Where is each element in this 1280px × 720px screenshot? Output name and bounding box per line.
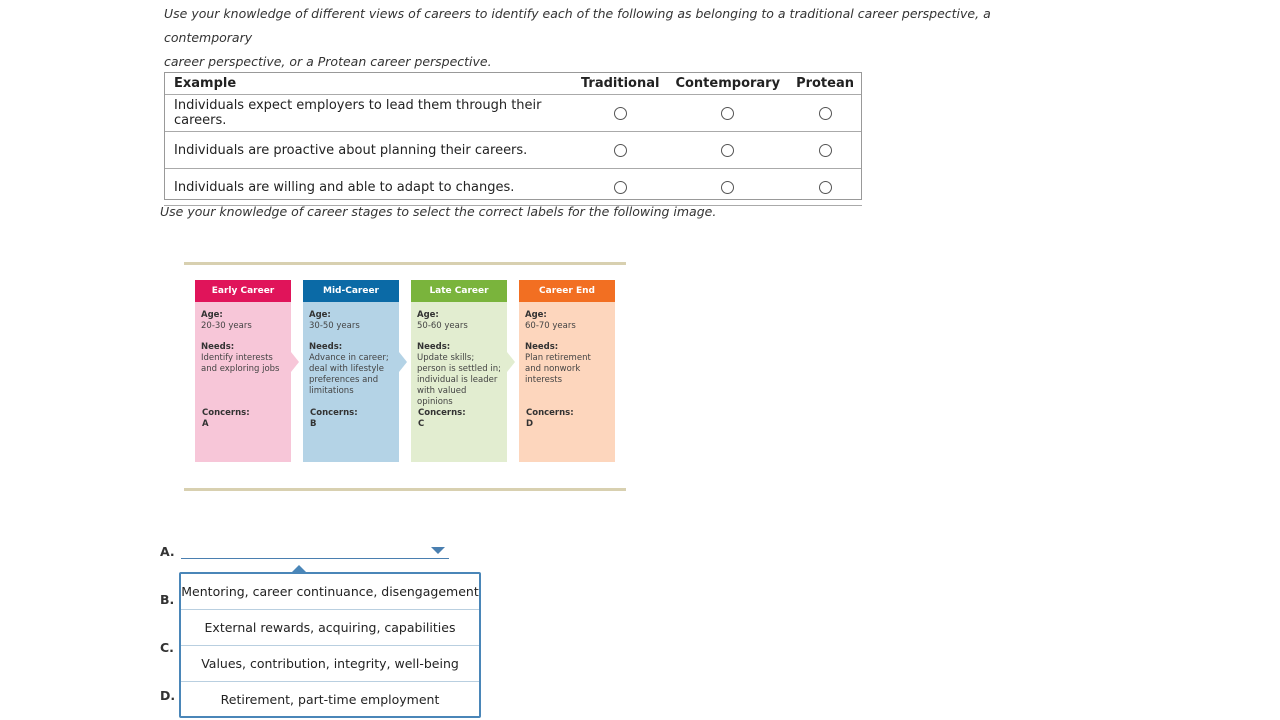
early-needs-label: Needs: — [201, 342, 235, 352]
mid-concerns-value: B — [310, 419, 317, 429]
stage-late-header: Late Career — [411, 280, 507, 302]
row-2-text: Individuals are proactive about planning their careers. — [164, 132, 573, 169]
radio-row1-traditional[interactable] — [614, 107, 627, 120]
chevron-down-icon[interactable] — [431, 547, 445, 554]
dropdown-option-3[interactable]: Values, contribution, integrity, well-being — [181, 646, 479, 682]
end-concerns-value: D — [526, 419, 534, 429]
stage-arrow — [507, 352, 515, 372]
radio-row1-protean[interactable] — [819, 107, 832, 120]
career-stages-figure — [184, 262, 626, 492]
radio-row3-protean[interactable] — [819, 181, 832, 194]
dropdown-option-2[interactable]: External rewards, acquiring, capabilities — [181, 610, 479, 646]
end-age-label: Age: — [525, 310, 547, 320]
end-needs-label: Needs: — [525, 342, 559, 352]
header-traditional: Traditional — [573, 73, 667, 95]
late-concerns-label: Concerns: — [418, 408, 466, 418]
early-concerns-label: Concerns: — [202, 408, 250, 418]
header-contemporary: Contemporary — [667, 73, 788, 95]
early-age-value: 20-30 years — [201, 321, 252, 331]
mid-age-label: Age: — [309, 310, 331, 320]
table-row — [164, 95, 862, 132]
answer-label-d: D. — [160, 688, 176, 703]
mid-needs-label: Needs: — [309, 342, 343, 352]
early-concerns-value: A — [202, 419, 209, 429]
radio-row1-contemporary[interactable] — [721, 107, 734, 120]
menu-pointer — [292, 565, 306, 572]
table-row — [164, 132, 862, 169]
end-concerns-label: Concerns: — [526, 408, 574, 418]
late-needs-value: Update skills; person is settled in; individual is leader with valued opinions — [417, 353, 501, 407]
answer-a-dropdown[interactable] — [181, 542, 449, 559]
stage-arrow — [399, 352, 407, 372]
stage-early-career — [195, 280, 291, 462]
stage-early-header: Early Career — [195, 280, 291, 302]
radio-row2-protean[interactable] — [819, 144, 832, 157]
mid-age-value: 30-50 years — [309, 321, 360, 331]
stage-late-career — [411, 280, 507, 462]
late-age-label: Age: — [417, 310, 439, 320]
stage-mid-header: Mid-Career — [303, 280, 399, 302]
row-1-text: Individuals expect employers to lead them through their careers. — [164, 95, 573, 132]
classification-table — [164, 72, 862, 206]
figure-bottom-rule — [184, 488, 626, 491]
radio-row2-contemporary[interactable] — [721, 144, 734, 157]
radio-row3-traditional[interactable] — [614, 181, 627, 194]
radio-row2-traditional[interactable] — [614, 144, 627, 157]
late-needs-label: Needs: — [417, 342, 451, 352]
early-age-label: Age: — [201, 310, 223, 320]
dropdown-menu — [179, 572, 481, 718]
answer-label-a: A. — [160, 544, 175, 559]
row-3-text: Individuals are willing and able to adapt to changes. — [164, 169, 573, 206]
intro-line-1: Use your knowledge of different views of careers to identify each of the following as belonging to a traditional career perspective, a contemporary — [164, 6, 991, 45]
answer-label-b: B. — [160, 592, 175, 607]
late-concerns-value: C — [418, 419, 425, 429]
answer-label-c: C. — [160, 640, 174, 655]
late-age-value: 50-60 years — [417, 321, 468, 331]
mid-needs-value: Advance in career; deal with lifestyle preferences and limitations — [309, 353, 389, 396]
table-row — [164, 169, 862, 206]
table-header-row — [164, 73, 862, 95]
header-example: Example — [164, 73, 573, 95]
dropdown-option-4[interactable]: Retirement, part-time employment — [220, 692, 440, 707]
intro-line-2: career perspective, or a Protean career perspective. — [164, 54, 492, 69]
figure-top-rule — [184, 262, 626, 265]
radio-row3-contemporary[interactable] — [721, 181, 734, 194]
end-age-value: 60-70 years — [525, 321, 576, 331]
stage-career-end — [519, 280, 615, 462]
end-needs-value: Plan retirement and nonwork interests — [525, 353, 591, 385]
mid-concerns-label: Concerns: — [310, 408, 358, 418]
early-needs-value: Identify interests and exploring jobs — [201, 353, 280, 374]
header-protean: Protean — [788, 73, 862, 95]
intro-text — [164, 2, 1064, 74]
stage-mid-career — [303, 280, 399, 462]
dropdown-option-1[interactable]: Mentoring, career continuance, disengagement — [181, 574, 479, 610]
question-2-text: Use your knowledge of career stages to select the correct labels for the following image. — [160, 204, 717, 219]
stage-arrow — [291, 352, 299, 372]
stage-end-header: Career End — [519, 280, 615, 302]
